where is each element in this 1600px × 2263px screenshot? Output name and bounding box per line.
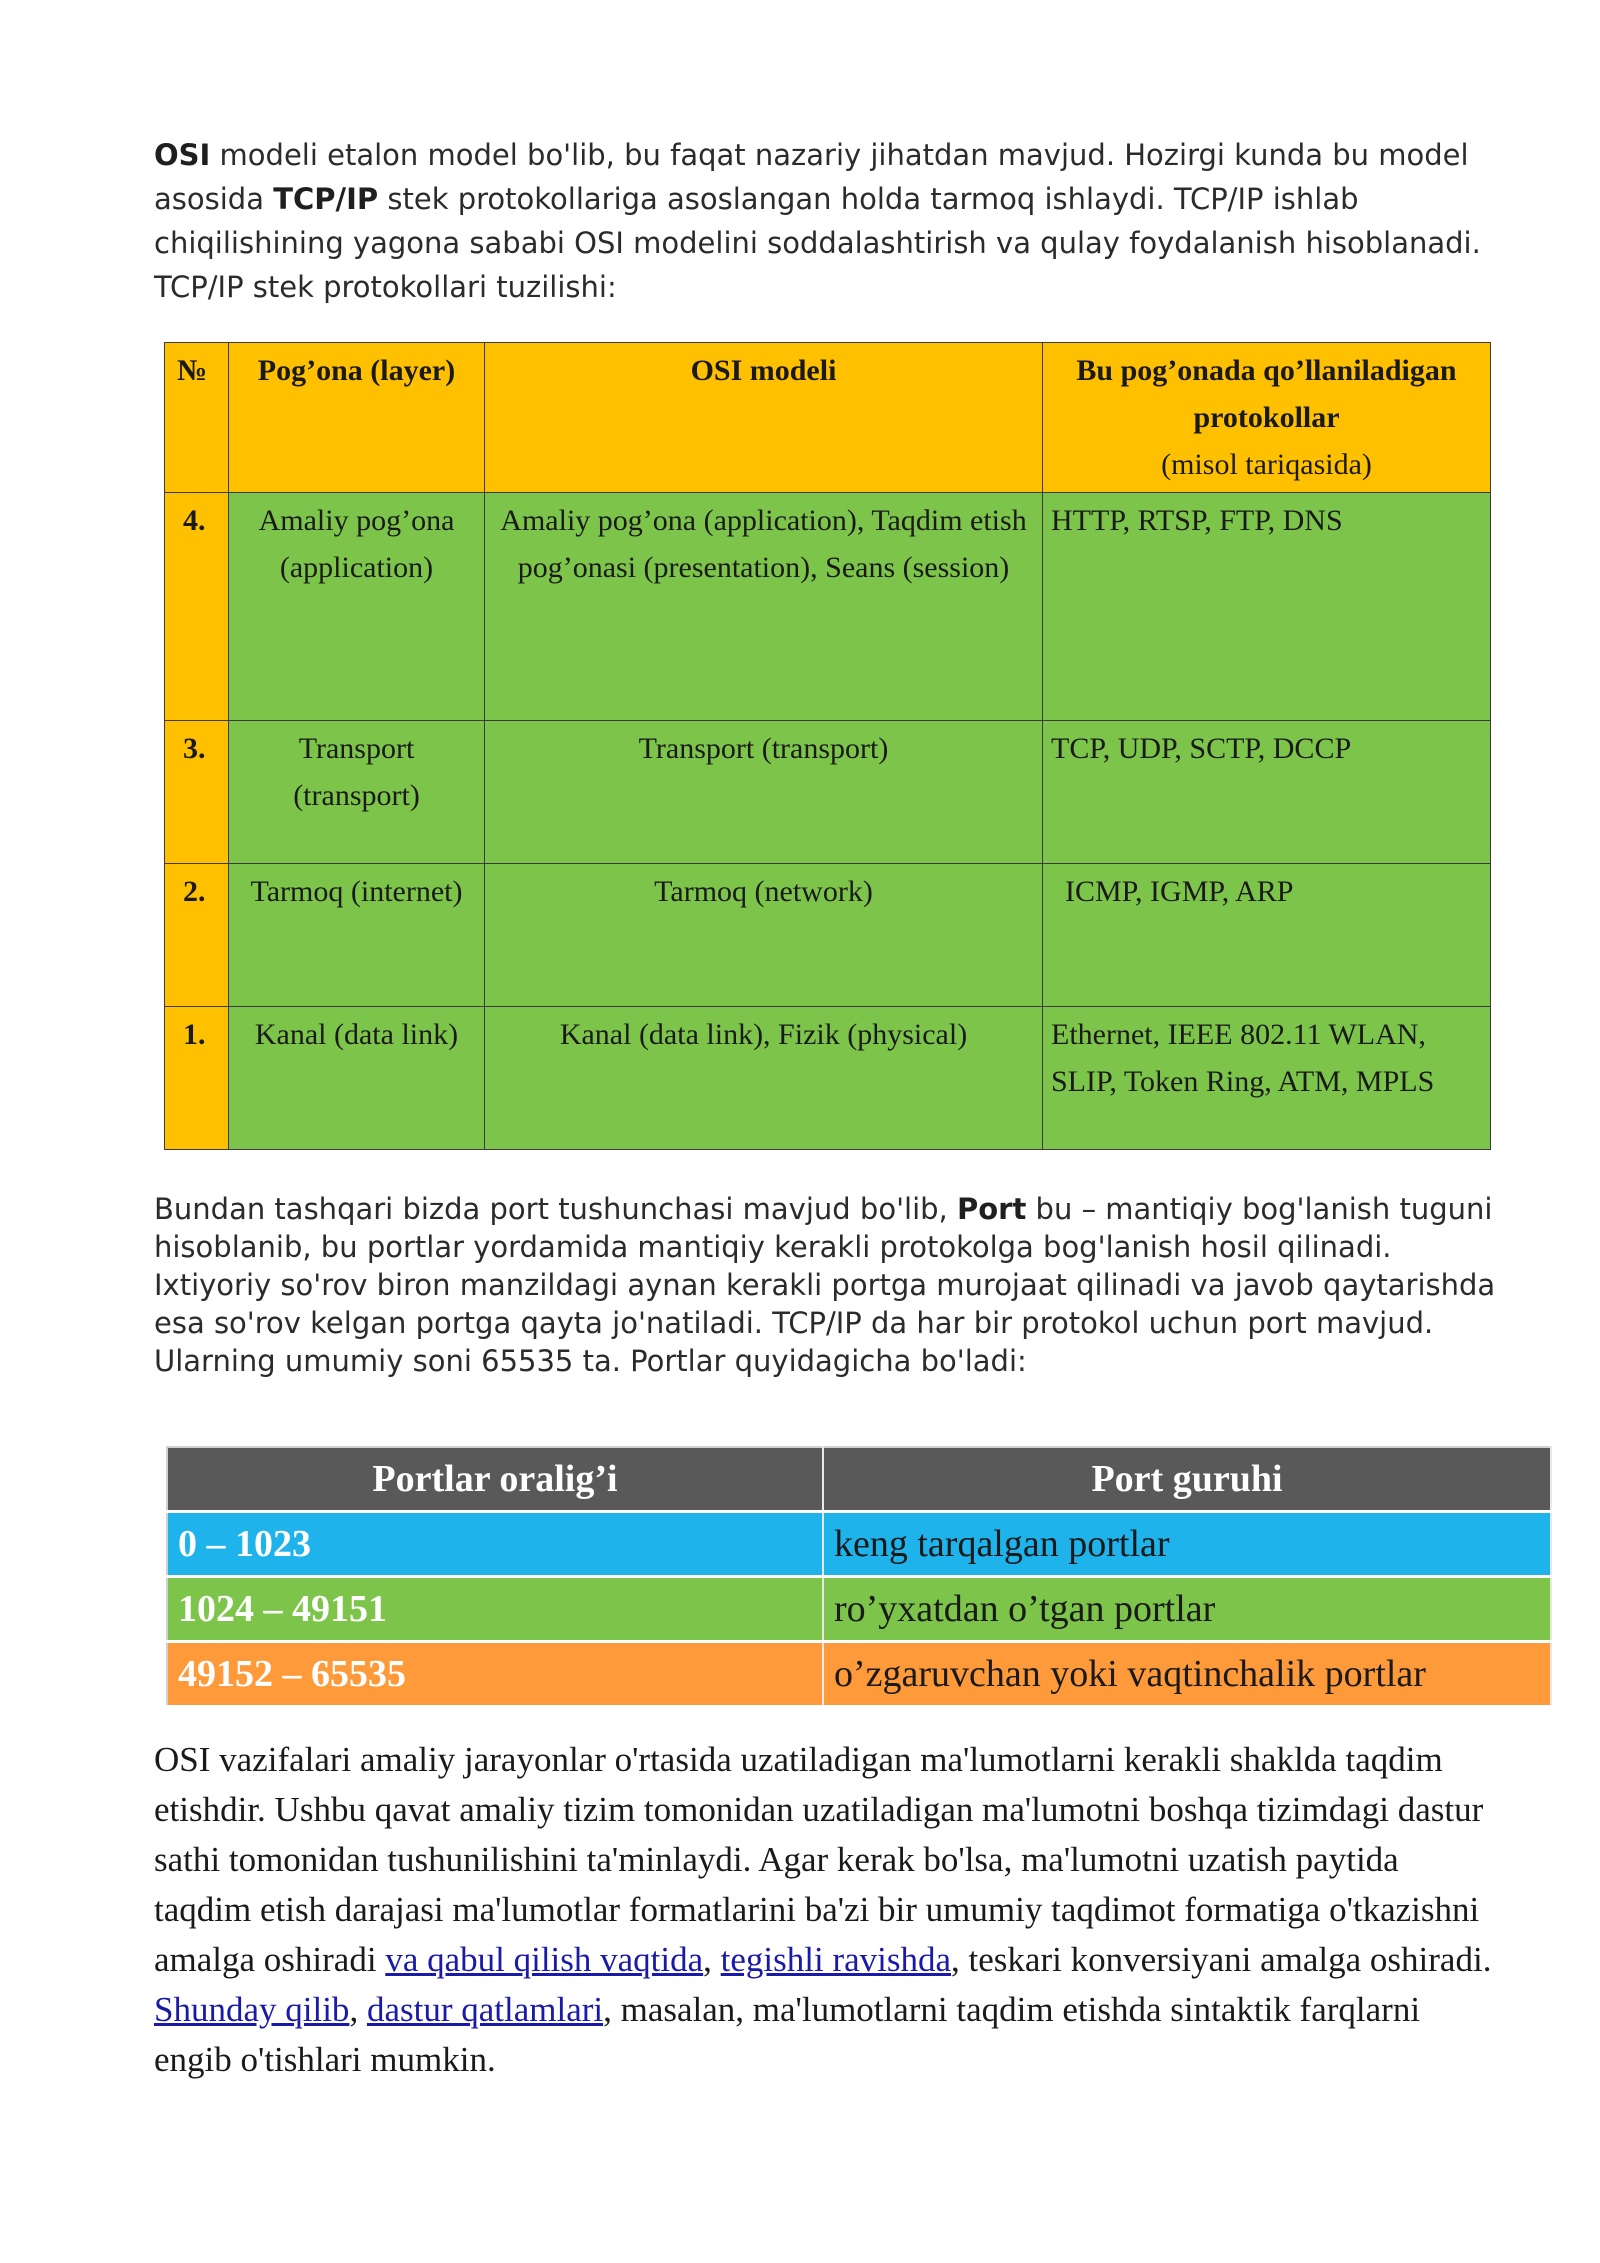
header-protocols-title: Bu pog’onada qo’llaniladigan protokollar	[1076, 354, 1457, 434]
table-row	[165, 493, 1491, 721]
link-tegishli-ravishda[interactable]: tegishli ravishda	[720, 1940, 952, 1979]
intro-bold-osi: OSI	[154, 138, 211, 172]
header-protocols-note: (misol tariqasida)	[1161, 448, 1372, 481]
closing-paragraph	[154, 1735, 1499, 2085]
intro-bold-tcpip: TCP/IP	[273, 182, 379, 216]
header-osi: OSI modeli	[485, 343, 1043, 493]
closing-text-1: OSI vazifalari amaliy jarayonlar o'rtasida uzatiladigan ma'lumotlarni kerakli shaklda taqdim etishdir. Ushbu qavat amaliy tizim tomonidan uzatiladigan ma'lumotni boshqa tizimdagi dastur sathi tomonidan tushunilishini ta'minlaydi. Agar kerak bo'lsa, ma'lumotni uzatish paytida taqdim etish darajasi ma'lumotlar formatlarini ba'zi bir umumiy taqdimot formatiga o'tkazishni amalga oshiradi	[154, 1740, 1484, 1979]
closing-text-4: ,	[349, 1990, 367, 2029]
ports-text-2: bu – mantiqiy bog'lanish tuguni hisoblanib, bu portlar yordamida mantiqiy kerakli protokolga bog'lanish hosil qilinadi. Ixtiyoriy so'rov biron manzildagi aynan kerakli portga murojaat qilinadi va javob qaytarishda esa so'rov kelgan portga qayta jo'natiladi. TCP/IP da har bir protokol uchun port mavjud. Ularning umumiy soni 65535 ta. Portlar quyidagicha bo'ladi:	[154, 1192, 1496, 1378]
row-num: 4.	[165, 493, 229, 721]
row-num: 2.	[165, 864, 229, 1007]
table-row	[165, 721, 1491, 864]
table-row	[167, 1642, 1551, 1707]
row-layer: Amaliy pog’ona (application)	[229, 493, 485, 721]
link-va-qabul-qilish-vaqtida[interactable]: va qabul qilish vaqtida	[385, 1940, 704, 1979]
intro-text-1: modeli etalon model bo'lib, bu faqat nazariy jihatdan mavjud. Hozirgi kunda bu model asosida	[154, 138, 1469, 216]
closing-text-5: , masalan, ma'lumotlarni taqdim etishda sintaktik farqlarni engib o'tishlari mumkin.	[154, 1990, 1421, 2079]
osi-layers-table	[164, 342, 1491, 1150]
table-row	[165, 1007, 1491, 1150]
header-layer: Pog’ona (layer)	[229, 343, 485, 493]
header-num: №	[165, 343, 229, 493]
ports-paragraph	[154, 1190, 1499, 1380]
intro-paragraph	[154, 133, 1494, 309]
link-shunday-qilib[interactable]: Shunday qilib	[154, 1990, 350, 2029]
table-row	[167, 1577, 1551, 1642]
table-row	[167, 1512, 1551, 1577]
port-range: 0 – 1023	[167, 1512, 823, 1577]
row-protocols: TCP, UDP, SCTP, DCCP	[1043, 721, 1491, 864]
row-protocols: ICMP, IGMP, ARP	[1043, 864, 1491, 1007]
row-layer: Tarmoq (internet)	[229, 864, 485, 1007]
link-dastur-qatlamlari[interactable]: dastur qatlamlari	[366, 1990, 604, 2029]
port-range: 1024 – 49151	[167, 1577, 823, 1642]
port-group: ro’yxatdan o’tgan portlar	[823, 1577, 1551, 1642]
row-osi: Tarmoq (network)	[485, 864, 1043, 1007]
ports-header-row	[167, 1447, 1551, 1512]
ports-text-1: Bundan tashqari bizda port tushunchasi mavjud bo'lib,	[154, 1192, 957, 1226]
row-layer: Kanal (data link)	[229, 1007, 485, 1150]
closing-text-2: ,	[703, 1940, 721, 1979]
port-group: o’zgaruvchan yoki vaqtinchalik portlar	[823, 1642, 1551, 1707]
table-row	[165, 864, 1491, 1007]
row-osi: Kanal (data link), Fizik (physical)	[485, 1007, 1043, 1150]
row-layer: Transport (transport)	[229, 721, 485, 864]
row-protocols: Ethernet, IEEE 802.11 WLAN, SLIP, Token Ring, ATM, MPLS	[1043, 1007, 1491, 1150]
port-range: 49152 – 65535	[167, 1642, 823, 1707]
row-osi: Transport (transport)	[485, 721, 1043, 864]
ports-bold-port: Port	[957, 1192, 1027, 1226]
port-group: keng tarqalgan portlar	[823, 1512, 1551, 1577]
header-port-range: Portlar oralig’i	[167, 1447, 823, 1512]
port-ranges-table	[166, 1446, 1552, 1708]
intro-text-2: stek protokollariga asoslangan holda tarmoq ishlaydi. TCP/IP ishlab chiqilishining yagona sababi OSI modelini soddalashtirish va qulay foydalanish hisoblanadi. TCP/IP stek protokollari tuzilishi:	[154, 182, 1481, 304]
row-osi: Amaliy pog’ona (application), Taqdim etish pog’onasi (presentation), Seans (session)	[485, 493, 1043, 721]
header-protocols	[1043, 343, 1491, 493]
row-num: 3.	[165, 721, 229, 864]
row-protocols: HTTP, RTSP, FTP, DNS	[1043, 493, 1491, 721]
closing-text-3: , teskari konversiyani amalga oshiradi.	[951, 1940, 1492, 1979]
osi-table-header-row	[165, 343, 1491, 493]
header-port-group: Port guruhi	[823, 1447, 1551, 1512]
row-num: 1.	[165, 1007, 229, 1150]
